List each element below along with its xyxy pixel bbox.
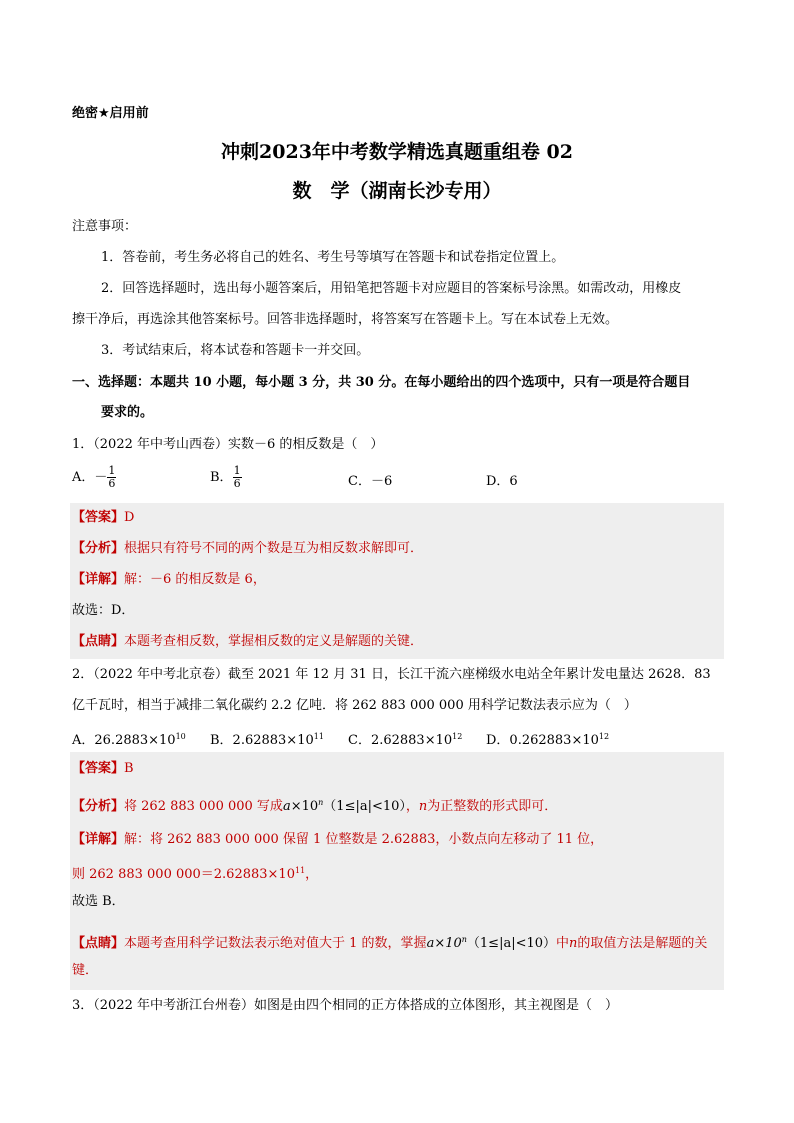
- q1-option-b-den: 6: [233, 477, 241, 490]
- q2-analysis: [72, 794, 557, 816]
- q2-comment-tag: 【点睛】: [72, 936, 125, 951]
- q1-detail-tag: 【详解】: [72, 572, 125, 587]
- secret-mark: 绝密★启用前: [72, 106, 149, 121]
- q2-option-c-exp: 12: [452, 732, 463, 741]
- q2-option-b: [210, 728, 324, 750]
- q1-option-a-num: 1: [108, 464, 116, 477]
- q1-comment-text: 本题考查相反数，掌握相反数的定义是解题的关键．: [124, 634, 424, 649]
- q2-option-b-text: B．2.62883×10: [210, 733, 314, 748]
- q2-option-a: [72, 728, 186, 750]
- q1-option-b-label: B．: [210, 470, 233, 485]
- q1-option-b-num: 1: [233, 464, 241, 477]
- page-subtitle: 数 学（湖南长沙专用）: [292, 180, 502, 202]
- q1-option-a: [72, 465, 116, 490]
- q2-option-d: [486, 728, 609, 750]
- q2-analysis-text-a: 将 262 883 000 000 写成: [124, 799, 283, 814]
- q2-option-d-exp: 12: [598, 732, 610, 741]
- q2-stem-line2: 亿千瓦时，相当于减排二氧化碳约 2.2 亿吨．将 262 883 000 000 用科学记数法表示应为（ ）: [72, 698, 637, 713]
- q2-option-a-text: A．26.2883×10: [72, 733, 176, 748]
- notice-item-2: 2．回答选择题时，选出每小题答案后，用铅笔把答题卡对应题目的答案标号涂黑。如需改动，用橡皮: [101, 281, 682, 296]
- q3-stem: 3．（2022 年中考浙江台州卷）如图是由四个相同的正方体搭成的立体图形，其主视图是（ ）: [72, 998, 618, 1013]
- q2-comment-n: n: [569, 936, 578, 951]
- q2-comment-text-c: 的取值方法是解题的关: [577, 936, 708, 951]
- q2-analysis-tag: 【分析】: [72, 799, 125, 814]
- q2-answer: [72, 760, 134, 778]
- q1-analysis-tag: 【分析】: [72, 541, 125, 556]
- q2-comment-text-a: 本题考查用科学记数法表示绝对值大于 1 的数，掌握: [124, 936, 427, 951]
- q2-comment-formula-n: n: [461, 935, 467, 944]
- q2-option-a-exp: 10: [175, 732, 186, 741]
- q1-option-a-den: 6: [108, 477, 116, 490]
- q1-option-d: D．6: [486, 474, 518, 489]
- q2-comment-formula-cond: （1≤|a|<10）: [466, 936, 557, 951]
- notice-heading: 注意事项：: [72, 219, 138, 234]
- q2-choose: 故选 B．: [72, 894, 125, 909]
- q1-analysis-text: 根据只有符号不同的两个数是互为相反数求解即可．: [124, 541, 424, 556]
- notice-item-2-cont: 擦干净后，再选涂其他答案标号。回答非选择题时，将答案写在答题卡上。写在本试卷上无效。: [72, 312, 619, 327]
- q2-option-b-exp: 11: [313, 732, 324, 741]
- q2-answer-tag: 【答案】: [72, 761, 125, 776]
- q2-analysis-text-b: ，: [405, 799, 419, 814]
- q2-analysis-n: n: [418, 799, 428, 814]
- q2-detail-tag: 【详解】: [72, 832, 125, 847]
- q2-analysis-formula-n: n: [318, 798, 324, 807]
- q1-option-c: C．－6: [348, 474, 393, 489]
- section-heading: 一、选择题：本题共 10 小题，每小题 3 分，共 30 分。在每小题给出的四个选项中，只有一项是符合题目: [72, 375, 691, 390]
- q2-comment-cont: 键．: [72, 963, 99, 978]
- q2-detail-line2-text: 则 262 883 000 000＝2.62883×10: [72, 867, 295, 882]
- q2-analysis-formula-times: ×10: [290, 799, 319, 814]
- q1-option-b: [210, 465, 242, 490]
- q2-stem-line1: 2．（2022 年中考北京卷）截至 2021 年 12 月 31 日，长江干流六座梯级水电站全年累计发电量达 2628．83: [72, 667, 711, 682]
- q1-answer: [72, 509, 134, 527]
- q1-option-a-fraction: [107, 465, 116, 490]
- q2-detail-text: 解：将 262 883 000 000 保留 1 位整数是 2.62883，小数点向左移动了 11 位，: [124, 832, 604, 847]
- q1-stem: 1．（2022 年中考山西卷）实数－6 的相反数是（ ）: [72, 437, 384, 452]
- q2-analysis-text-c: 为正整数的形式即可．: [427, 799, 558, 814]
- q1-choose: 故选：D．: [72, 603, 135, 618]
- q1-detail-text: 解：－6 的相反数是 6，: [124, 572, 266, 587]
- q2-option-c-text: C．2.62883×10: [348, 733, 453, 748]
- q1-answer-value: D: [124, 510, 135, 525]
- q2-detail-line2: [72, 862, 318, 884]
- section-heading-cont: 要求的。: [101, 405, 154, 420]
- q2-comment-formula: a×10: [426, 936, 462, 951]
- q2-analysis-formula-a: a: [282, 799, 291, 814]
- q2-answer-value: B: [124, 761, 134, 776]
- q2-option-c: [348, 728, 462, 750]
- q1-option-b-fraction: [233, 465, 242, 490]
- q1-option-a-label: A．: [72, 470, 95, 485]
- q2-option-d-text: D．0.262883×10: [486, 733, 599, 748]
- notice-item-3: 3．考试结束后，将本试卷和答题卡一并交回。: [101, 343, 370, 358]
- notice-item-1: 1．答卷前，考生务必将自己的姓名、考生号等填写在答题卡和试卷指定位置上。: [101, 250, 565, 265]
- q1-analysis: [72, 540, 423, 558]
- q1-answer-tag: 【答案】: [72, 510, 125, 525]
- q2-detail-line2-end: ，: [305, 867, 319, 882]
- page-title: 冲刺2023年中考数学精选真题重组卷 02: [221, 141, 573, 163]
- q1-comment-tag: 【点睛】: [72, 634, 125, 649]
- q2-comment-text-b: 中: [556, 936, 570, 951]
- q1-option-a-sign: －: [94, 470, 108, 485]
- q2-comment: [72, 931, 707, 953]
- q2-detail-line2-exp: 11: [294, 866, 306, 875]
- q1-comment: [72, 633, 423, 651]
- q2-detail: [72, 831, 603, 849]
- q1-detail: [72, 571, 266, 589]
- q2-analysis-formula-cond: （1≤|a|<10）: [323, 799, 406, 814]
